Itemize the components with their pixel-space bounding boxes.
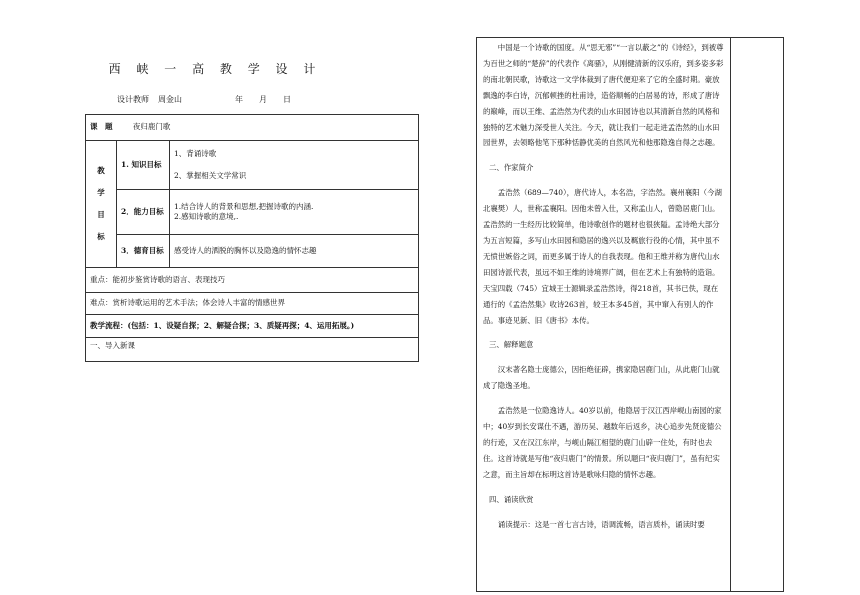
moral-goal-content: 感受诗人的洒脱的胸怀以及隐逸的情怀志趣 <box>170 235 419 268</box>
topic-row <box>86 115 419 141</box>
difficulty-point: 难点：赏析诗歌运用的艺术手法；体会诗人丰富的情感世界 <box>86 293 419 315</box>
lesson-content-table <box>476 37 784 592</box>
intro-step: 一、导入新课 <box>86 338 419 362</box>
teacher-label: 设计教师 <box>117 95 149 104</box>
day-label: 日 <box>283 95 291 104</box>
reading-paragraph: 诵读提示：这是一首七言古诗，语调流畅，语言质朴，诵读时要 <box>497 519 705 529</box>
section-reading: 四、诵读欣赏 <box>489 494 534 504</box>
intro-paragraph: 中国是一个诗歌的国度。从“思无邪”“一言以蔽之”的《诗经》，到被尊为百世之师的“楚辞”的代表作《离骚》，从刚健清新的汉乐府，到多姿多彩的南北朝民歌，诗歌这一文学体裁到了唐代便迎来了它的全盛时期。豪放飘逸的李白诗，沉郁顿挫的杜甫诗，造俗顺畅的白居易的诗，形成了唐诗的巅峰，而以王维、孟浩然为代表的山水田园诗也以其清新自然的风格和独特的艺术魅力深受世人关注。今天，就让我们一起走进孟浩然的山水田园世界，去领略他笔下那种恬静优美的自然风光和他那隐逸自得之志趣。 <box>483 43 724 148</box>
moral-goal-label: 3．德育目标 <box>117 235 170 268</box>
title-paragraph-1: 汉末著名隐士庞德公，因拒绝征辟，携家隐居鹿门山，从此鹿门山就成了隐逸圣地。 <box>483 365 720 391</box>
teaching-process: 教学流程：(包括：1、设疑自探；2、解疑合探；3、质疑再探；4、运用拓展。) <box>86 315 419 338</box>
month-label: 月 <box>259 95 267 104</box>
knowledge-goal-label: 1. 知识目标 <box>117 141 170 190</box>
author-paragraph: 孟浩然（689—740），唐代诗人，本名浩，字浩然。襄州襄阳（今湖北襄樊）人，世称孟襄阳。因他未曾入仕，又称孟山人，曾隐居鹿门山。孟浩然的一生经历比较简单，他诗歌创作的题材也很狭隘。孟诗绝大部分为五言短篇，多写山水田园和隐居的逸兴以及羁旅行役的心情，其中虽不无愤世嫉俗之词，而更多属于诗人的自我表现。他和王维并称为唐代山水田园诗派代表，虽远不如王维的诗境界广阔，但在艺术上有独特的造诣。天宝四载（745）宜城王士源辑录孟浩然诗，得218首，其书已佚，现在通行的《孟浩然集》收诗263首，较王本多45首，其中窜入有别人的作品。事迹见新、旧《唐书》本传。 <box>483 188 722 325</box>
page-title: 西 峡 一 高 教 学 设 计 <box>108 62 322 76</box>
lesson-content <box>477 38 731 592</box>
teaching-goals-label: 教 学 目 标 <box>86 141 117 268</box>
year-label: 年 <box>235 95 243 104</box>
ability-goal-content: 1.结合诗人的背景和思想,把握诗歌的内涵. 2.感知诗歌的意境,. <box>170 190 419 235</box>
title-paragraph-2: 孟浩然是一位隐逸诗人。40岁以前，他隐居于汉江西岸岘山南园的家中；40岁到长安谋仕不遇，游历吴、越数年后返乡，决心追步先贤庞德公的行迹，又在汉江东岸，与岘山隔江相望的鹿门山辟一住处，有时也去住。这首诗就是写他“夜归鹿门”的情景。所以题曰“夜归鹿门”，虽有纪实之意，而主旨却在标明这首诗是歌咏归隐的情怀志趣。 <box>483 406 722 479</box>
ability-goal-label: 2．能力目标 <box>117 190 170 235</box>
knowledge-goal-content: 1、背诵诗歌 2、掌握相关文学常识 <box>170 141 419 190</box>
topic-value: 夜归鹿门歌 <box>132 122 171 132</box>
lesson-plan-table <box>85 114 419 362</box>
topic-label: 课 题 <box>90 122 113 132</box>
section-title-explanation: 三、解释题意 <box>489 340 534 350</box>
section-author-intro: 二、作家简介 <box>489 163 534 173</box>
notes-column <box>731 38 784 592</box>
teacher-name: 周金山 <box>158 95 182 104</box>
key-point: 重点：能初步鉴赏诗歌的语言、表现技巧 <box>86 268 419 293</box>
